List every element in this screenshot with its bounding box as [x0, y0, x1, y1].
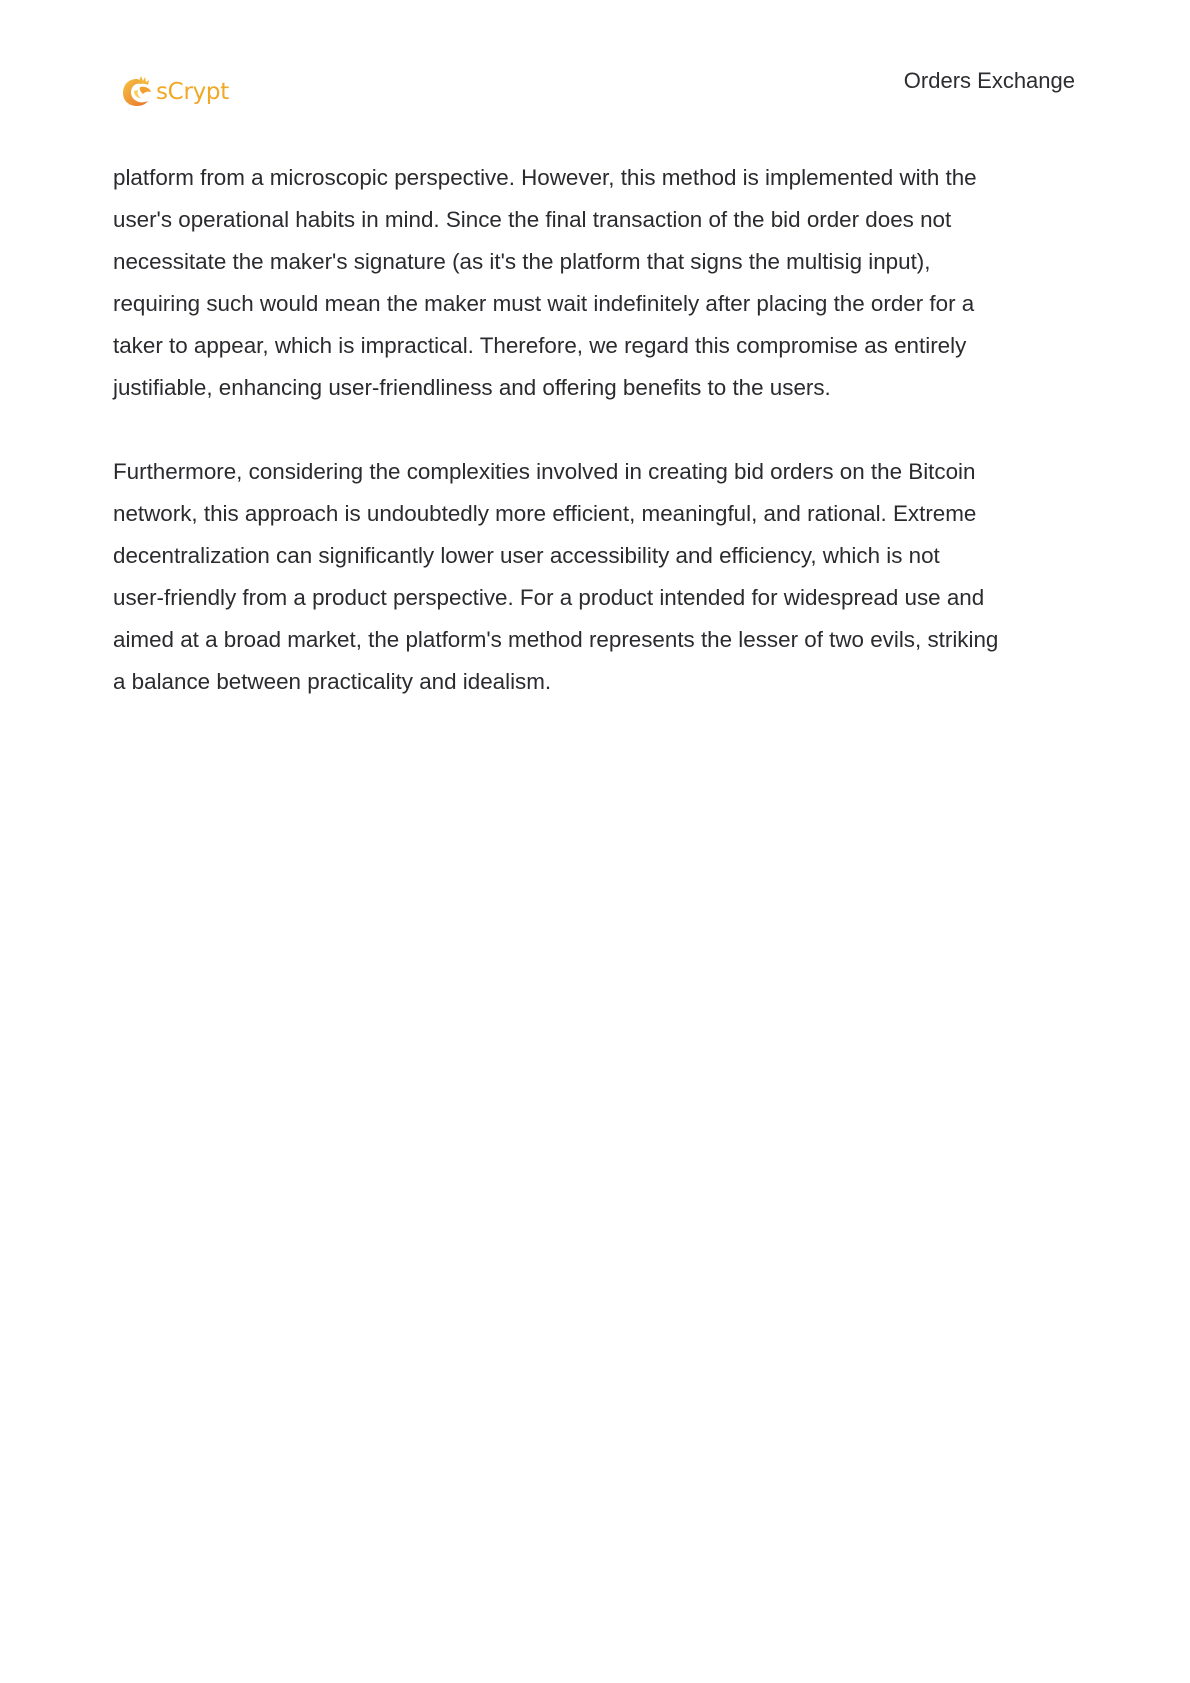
- text-line: a balance between practicality and idealism.: [113, 669, 552, 694]
- logo-wordmark: sCrypt: [156, 79, 229, 105]
- scrypt-logo: [120, 74, 229, 110]
- text-line: platform from a microscopic perspective. However, this method is implemented with the: [113, 165, 977, 190]
- text-line: decentralization can significantly lower user accessibility and efficiency, which is not: [113, 543, 940, 568]
- text-line: justifiable, enhancing user-friendliness and offering benefits to the users.: [113, 375, 831, 400]
- text-line: necessitate the maker's signature (as it's the platform that signs the multisig input),: [113, 249, 931, 274]
- document-header-title: Orders Exchange: [903, 68, 1075, 93]
- paragraph-1: [113, 157, 1093, 409]
- dragon-logo-icon: [120, 75, 154, 109]
- text-line: requiring such would mean the maker must wait indefinitely after placing the order for a: [113, 291, 975, 316]
- text-line: aimed at a broad market, the platform's method represents the lesser of two evils, striking: [113, 627, 999, 652]
- text-line: user's operational habits in mind. Since the final transaction of the bid order does not: [113, 207, 952, 232]
- text-line: network, this approach is undoubtedly more efficient, meaningful, and rational. Extreme: [113, 501, 977, 526]
- paragraph-2: [113, 451, 1093, 703]
- text-line: taker to appear, which is impractical. Therefore, we regard this compromise as entirely: [113, 333, 967, 358]
- text-line: Furthermore, considering the complexities involved in creating bid orders on the Bitcoin: [113, 459, 976, 484]
- text-line: user-friendly from a product perspective. For a product intended for widespread use and: [113, 585, 985, 610]
